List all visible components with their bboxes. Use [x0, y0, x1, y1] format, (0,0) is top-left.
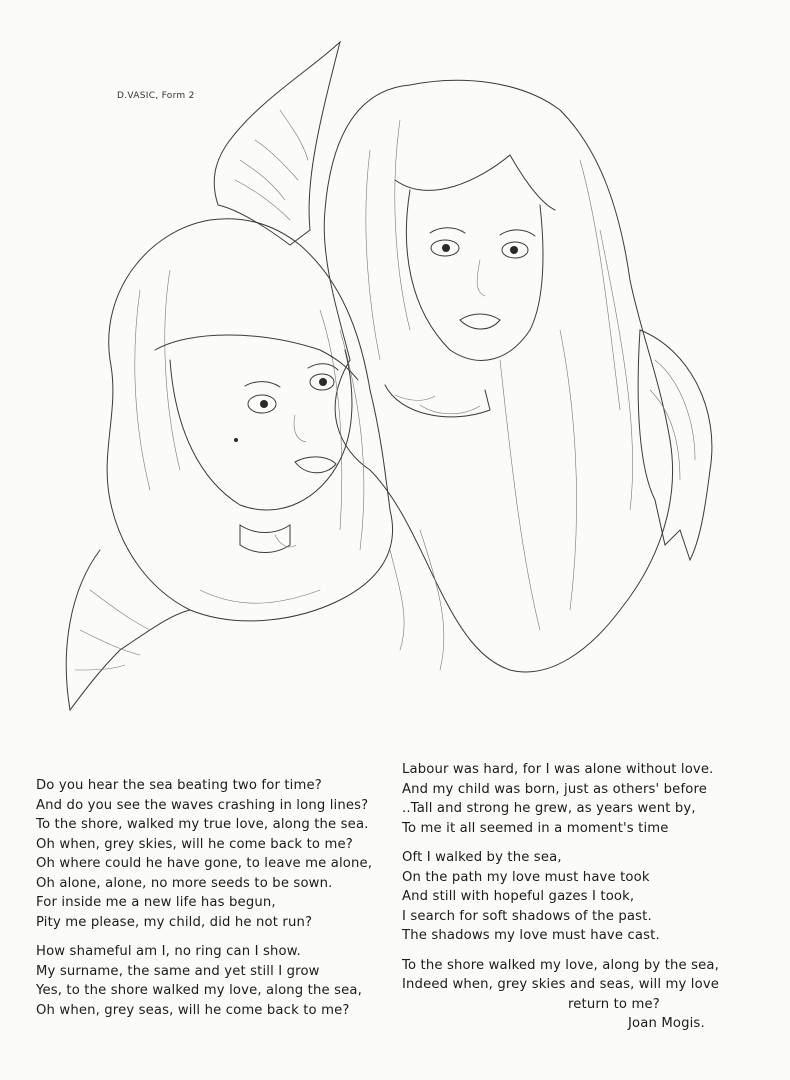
poem-line: For inside me a new life has begun, — [36, 895, 276, 910]
poem-line: To me it all seemed in a moment's time — [402, 820, 669, 836]
poem-line: Oh when, grey skies, will he come back to me? — [36, 836, 353, 852]
poem-line: I search for soft shadows of the past. — [402, 908, 652, 924]
poem-line: Oh alone, alone, no more seeds to be sown. — [36, 875, 333, 891]
stanza-4 — [402, 848, 719, 946]
poem-line: To the shore, walked my true love, along the sea. — [36, 817, 369, 832]
pencil-illustration-two-angels — [40, 30, 740, 750]
stanza-2 — [36, 942, 372, 1020]
author-signature: Joan Mogis. — [628, 1016, 705, 1031]
poem-line: Oft I walked by the sea, — [402, 850, 562, 865]
poem-right-column — [402, 760, 719, 1044]
poem-line: On the path my love must have took — [402, 869, 650, 885]
poem-line: And still with hopeful gazes I took, — [402, 889, 635, 904]
poem-line: Oh when, grey seas, will he come back to me? — [36, 1002, 350, 1018]
poem-line: To the shore walked my love, along by the sea, — [402, 957, 719, 973]
stanza-5 — [402, 956, 719, 1034]
poem-line: Pity me please, my child, did he not run? — [36, 914, 313, 930]
poem-line: And my child was born, just as others' before — [402, 781, 707, 797]
angels-sketch — [40, 30, 740, 750]
poem-line: And do you see the waves crashing in long lines? — [36, 797, 369, 813]
stanza-1 — [36, 776, 372, 932]
poem-line: ..Tall and strong he grew, as years went by, — [402, 801, 696, 816]
poem-closing-line: return to me? — [568, 996, 660, 1012]
poem-line: Yes, to the shore walked my love, along the sea, — [36, 983, 362, 998]
stanza-3 — [402, 760, 719, 838]
poem-line: Labour was hard, for I was alone without love. — [402, 762, 714, 777]
artist-credit: D.VASIC, Form 2 — [117, 91, 195, 101]
poem-line: The shadows my love must have cast. — [402, 928, 660, 943]
poem-line: Oh where could he have gone, to leave me alone, — [36, 856, 373, 871]
poem-line: My surname, the same and yet still I grow — [36, 963, 320, 979]
poem-line: How shameful am I, no ring can I show. — [36, 944, 301, 959]
poem-line: Do you hear the sea beating two for time? — [36, 778, 322, 793]
poem-left-column — [36, 776, 372, 1030]
poem-line: Indeed when, grey skies and seas, will my love — [402, 977, 720, 992]
